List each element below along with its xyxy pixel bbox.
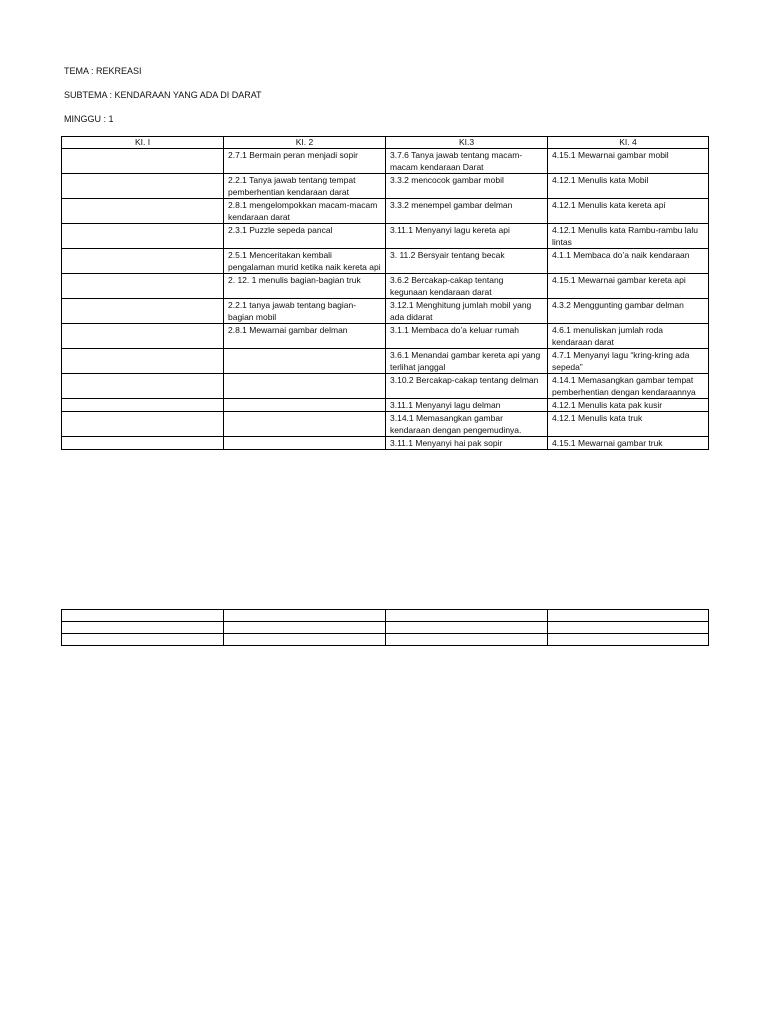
column-header-ki2: KI. 2: [224, 137, 386, 149]
table-cell-ki2: [224, 634, 386, 646]
table-row: [62, 249, 709, 274]
table-cell-ki4: 4.3.2 Menggunting gambar delman: [548, 299, 709, 324]
table-cell-ki4: 4.15.1 Mewarnai gambar mobil: [548, 149, 709, 174]
table-cell-ki2: 2.8.1 Mewarnai gambar delman: [224, 324, 386, 349]
table-cell-ki4: 4.7.1 Menyanyi lagu “kring-kring ada sepeda”: [548, 349, 709, 374]
ki-competency-table: [61, 136, 709, 450]
table-row: [62, 149, 709, 174]
table-header-row: [62, 137, 709, 149]
table-cell-ki1: [62, 634, 224, 646]
table-row: [62, 174, 709, 199]
table-row: [62, 412, 709, 437]
table-row: [62, 374, 709, 399]
table-cell-ki2: 2.2.1 tanya jawab tentang bagian-bagian mobil: [224, 299, 386, 324]
table-cell-ki3: 3. 11.2 Bersyair tentang becak: [386, 249, 548, 274]
table-cell-ki1: [62, 622, 224, 634]
table-cell-ki2: 2. 12. 1 menulis bagian-bagian truk: [224, 274, 386, 299]
table-row: [62, 399, 709, 412]
table-cell-ki4: 4.12.1 Menulis kata Rambu-rambu lalu lintas: [548, 224, 709, 249]
table-cell-ki3: 3.11.1 Menyanyi lagu delman: [386, 399, 548, 412]
table-cell-ki3: 3.6.1 Menandai gambar kereta api yang terlihat janggal: [386, 349, 548, 374]
blank-table-row: [62, 622, 709, 634]
table-cell-ki1: [62, 437, 224, 450]
table-cell-ki1: [62, 224, 224, 249]
table-cell-ki2: [224, 349, 386, 374]
table-cell-ki4: 4.14.1 Memasangkan gambar tempat pemberhentian dengan kendaraannya: [548, 374, 709, 399]
table-cell-ki1: [62, 374, 224, 399]
table-cell-ki2: 2.7.1 Bermain peran menjadi sopir: [224, 149, 386, 174]
table-row: [62, 349, 709, 374]
table-row: [62, 199, 709, 224]
table-cell-ki2: 2.2.1 Tanya jawab tentang tempat pemberhentian kendaraan darat: [224, 174, 386, 199]
table-cell-ki2: [224, 399, 386, 412]
table-cell-ki2: [224, 412, 386, 437]
table-cell-ki3: 3.1.1 Membaca do’a keluar rumah: [386, 324, 548, 349]
blank-table-row: [62, 634, 709, 646]
subtema-heading: SUBTEMA : KENDARAAN YANG ADA DI DARAT: [64, 90, 262, 100]
table-cell-ki4: 4.15.1 Mewarnai gambar kereta api: [548, 274, 709, 299]
table-row: [62, 274, 709, 299]
table-cell-ki4: [548, 610, 709, 622]
table-cell-ki4: [548, 622, 709, 634]
table-cell-ki4: 4.12.1 Menulis kata pak kusir: [548, 399, 709, 412]
table-cell-ki4: 4.12.1 Menulis kata Mobil: [548, 174, 709, 199]
blank-table: [61, 609, 709, 646]
column-header-ki1: KI. I: [62, 137, 224, 149]
table-cell-ki4: [548, 634, 709, 646]
table-cell-ki1: [62, 199, 224, 224]
table-cell-ki1: [62, 174, 224, 199]
column-header-ki4: KI. 4: [548, 137, 709, 149]
table-cell-ki3: 3.14.1 Memasangkan gambar kendaraan dengan pengemudinya.: [386, 412, 548, 437]
table-cell-ki2: [224, 610, 386, 622]
table-cell-ki2: 2.5.1 Menceritakan kembali pengalaman murid ketika naik kereta api: [224, 249, 386, 274]
table-cell-ki3: [386, 634, 548, 646]
table-cell-ki1: [62, 399, 224, 412]
table-cell-ki3: [386, 622, 548, 634]
blank-table-row: [62, 610, 709, 622]
table-row: [62, 324, 709, 349]
table-row: [62, 299, 709, 324]
table-cell-ki3: 3.11.1 Menyanyi lagu kereta api: [386, 224, 548, 249]
tema-heading: TEMA : REKREASI: [64, 66, 142, 76]
table-cell-ki4: 4.12.1 Menulis kata kereta api: [548, 199, 709, 224]
table-cell-ki4: 4.12.1 Menulis kata truk: [548, 412, 709, 437]
table-cell-ki1: [62, 149, 224, 174]
table-cell-ki2: 2.8.1 mengelompokkan macam-macam kendaraan darat: [224, 199, 386, 224]
table-cell-ki1: [62, 349, 224, 374]
table-cell-ki1: [62, 274, 224, 299]
minggu-heading: MINGGU : 1: [64, 114, 114, 124]
table-cell-ki2: 2.3.1 Puzzle sepeda pancal: [224, 224, 386, 249]
table-cell-ki1: [62, 610, 224, 622]
table-cell-ki3: 3.11.1 Menyanyi hai pak sopir: [386, 437, 548, 450]
table-cell-ki4: 4.1.1 Membaca do’a naik kendaraan: [548, 249, 709, 274]
table-cell-ki3: 3.3.2 menempel gambar delman: [386, 199, 548, 224]
table-cell-ki3: 3.3.2 mencocok gambar mobil: [386, 174, 548, 199]
table-cell-ki3: 3.6.2 Bercakap-cakap tentang kegunaan kendaraan darat: [386, 274, 548, 299]
table-cell-ki2: [224, 622, 386, 634]
table-cell-ki1: [62, 249, 224, 274]
table-cell-ki2: [224, 374, 386, 399]
table-cell-ki3: [386, 610, 548, 622]
table-cell-ki1: [62, 299, 224, 324]
table-cell-ki1: [62, 412, 224, 437]
table-row: [62, 224, 709, 249]
table-row: [62, 437, 709, 450]
table-cell-ki4: 4.15.1 Mewarnai gambar truk: [548, 437, 709, 450]
table-cell-ki4: 4.6.1 menuliskan jumlah roda kendaraan darat: [548, 324, 709, 349]
table-cell-ki1: [62, 324, 224, 349]
table-cell-ki3: 3.10.2 Bercakap-cakap tentang delman: [386, 374, 548, 399]
column-header-ki3: KI.3: [386, 137, 548, 149]
table-cell-ki3: 3.7.6 Tanya jawab tentang macam-macam kendaraan Darat: [386, 149, 548, 174]
table-cell-ki2: [224, 437, 386, 450]
table-cell-ki3: 3.12.1 Menghitung jumlah mobil yang ada didarat: [386, 299, 548, 324]
